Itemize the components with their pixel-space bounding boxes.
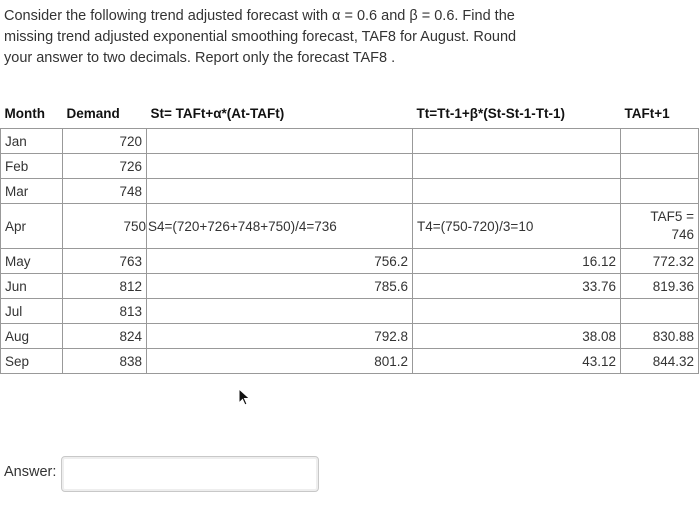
cell-month: Jul xyxy=(1,299,63,324)
cell-demand: 748 xyxy=(63,179,147,204)
cell-month: Aug xyxy=(1,324,63,349)
cell-taf: 819.36 xyxy=(621,274,699,299)
cell-month: Jan xyxy=(1,129,63,154)
table-row xyxy=(1,274,699,299)
answer-input[interactable] xyxy=(61,456,319,492)
cell-demand: 813 xyxy=(63,299,147,324)
header-month: Month xyxy=(1,104,63,129)
forecast-table xyxy=(0,104,699,374)
cell-taf xyxy=(621,204,699,249)
question-line-1: Consider the following trend adjusted forecast with α = 0.6 and β = 0.6. Find the xyxy=(4,8,515,24)
cell-taf-label: TAF5 = xyxy=(650,209,694,224)
cell-smoothed xyxy=(147,154,413,179)
cell-taf xyxy=(621,154,699,179)
table-row xyxy=(1,129,699,154)
cell-trend: 43.12 xyxy=(413,349,621,374)
cell-smoothed: S4=(720+726+748+750)/4=736 xyxy=(147,204,413,249)
table-row xyxy=(1,249,699,274)
table-row xyxy=(1,154,699,179)
cell-month: Apr xyxy=(1,204,63,249)
cell-trend: 38.08 xyxy=(413,324,621,349)
cell-month: May xyxy=(1,249,63,274)
header-trend: Tt=Tt-1+β*(St-St-1-Tt-1) xyxy=(413,104,621,129)
forecast-table-container xyxy=(0,104,700,374)
cell-trend xyxy=(413,129,621,154)
cell-smoothed xyxy=(147,129,413,154)
table-header-row xyxy=(1,104,699,129)
table-row xyxy=(1,299,699,324)
cell-taf: 772.32 xyxy=(621,249,699,274)
cell-trend: T4=(750-720)/3=10 xyxy=(413,204,621,249)
cell-trend xyxy=(413,154,621,179)
cell-month: Sep xyxy=(1,349,63,374)
cell-taf xyxy=(621,299,699,324)
cell-taf-value: 746 xyxy=(671,227,694,242)
cell-trend: 16.12 xyxy=(413,249,621,274)
mouse-cursor-icon xyxy=(238,388,252,406)
cell-trend: 33.76 xyxy=(413,274,621,299)
table-row xyxy=(1,324,699,349)
cell-trend xyxy=(413,299,621,324)
cell-smoothed xyxy=(147,299,413,324)
cell-smoothed: 756.2 xyxy=(147,249,413,274)
table-row xyxy=(1,349,699,374)
table-row xyxy=(1,204,699,249)
answer-label: Answer: xyxy=(4,464,57,480)
cell-demand xyxy=(63,204,147,249)
cell-taf xyxy=(621,129,699,154)
cell-demand: 763 xyxy=(63,249,147,274)
cell-demand-value: 750 xyxy=(123,218,146,234)
question-text xyxy=(4,6,564,69)
cell-demand: 812 xyxy=(63,274,147,299)
cell-demand: 824 xyxy=(63,324,147,349)
cell-trend xyxy=(413,179,621,204)
cell-smoothed: 801.2 xyxy=(147,349,413,374)
header-demand: Demand xyxy=(63,104,147,129)
cell-smoothed xyxy=(147,179,413,204)
cell-month: Jun xyxy=(1,274,63,299)
cell-month: Mar xyxy=(1,179,63,204)
cell-smoothed: 785.6 xyxy=(147,274,413,299)
cell-month: Feb xyxy=(1,154,63,179)
cell-taf: 830.88 xyxy=(621,324,699,349)
question-line-2: missing trend adjusted exponential smoothing forecast, TAF8 for August. Round xyxy=(4,29,517,45)
cell-demand: 726 xyxy=(63,154,147,179)
cell-smoothed: 792.8 xyxy=(147,324,413,349)
cell-taf: 844.32 xyxy=(621,349,699,374)
question-line-3: your answer to two decimals. Report only the forecast TAF8 . xyxy=(4,50,396,66)
header-taf: TAFt+1 xyxy=(621,104,699,129)
cell-demand: 720 xyxy=(63,129,147,154)
cell-taf xyxy=(621,179,699,204)
table-row xyxy=(1,179,699,204)
cell-demand: 838 xyxy=(63,349,147,374)
header-smoothed: St= TAFt+α*(At-TAFt) xyxy=(147,104,413,129)
